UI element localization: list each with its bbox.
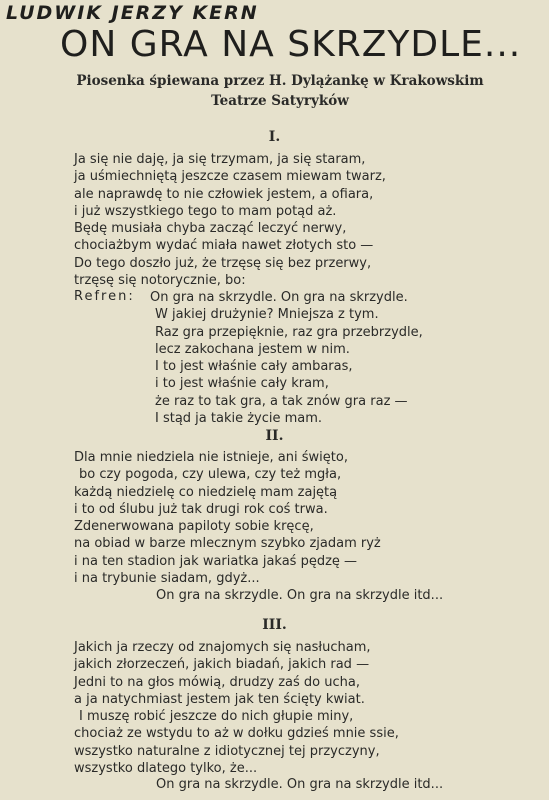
verse-line: Jedni to na głos mówią, drudzy zaś do ucha, (74, 674, 360, 690)
verse-line: chociażbym wydać miała nawet złotych sto — (74, 238, 374, 254)
refrain-line: Raz gra przepięknie, raz gra przebrzydle, (155, 324, 423, 340)
verse-line: i to od ślubu już tak drugi rok coś trwa. (74, 501, 328, 517)
stanza-1 (74, 151, 386, 289)
refrain-line: I stąd ja takie życie mam. (155, 411, 323, 427)
song-title: ON GRA NA SKRZYDLE... (60, 24, 522, 65)
verse-line: i na ten stadion jak wariatka jakaś pędzę — (74, 553, 358, 569)
verse-line: ale naprawdę to nie człowiek jestem, a ofiara, (74, 186, 374, 202)
verse-line: na obiad w barze mlecznym szybko zjadam ryż (74, 536, 381, 552)
verse-line: a ja natychmiast jestem jak ten ścięty kwiat. (74, 691, 365, 707)
section-numeral-2: II. (265, 428, 284, 444)
verse-line: wszystko dlatego tylko, że... (74, 761, 258, 777)
verse-line: Zdenerwowana papiloty sobie kręcę, (74, 519, 314, 535)
verse-line: Dla mnie niedziela nie istnieje, ani święto, (74, 450, 348, 465)
section-numeral-1: I. (268, 129, 281, 145)
verse-line: Ja się nie daję, ja się trzymam, ja się staram, (74, 152, 366, 167)
verse-line: Będę musiała chyba zacząć leczyć nerwy, (74, 221, 347, 237)
refrain-line: że raz to tak gra, a tak znów gra raz — (155, 393, 408, 409)
verse-line: i na trybunie siadam, gdyż... (74, 571, 260, 587)
verse-line: chociaż ze wstydu to aż w dołku gdzieś mnie ssie, (74, 726, 399, 742)
verse-line: I muszę robić jeszcze do nich głupie miny, (79, 709, 354, 725)
refrain-line: lecz zakochana jestem w nim. (155, 341, 350, 357)
verse-line: Jakich ja rzeczy od znajomych się nasłucham, (74, 640, 371, 655)
verse-line: ja uśmiechniętą jeszcze czasem miewam twarz, (74, 169, 386, 185)
stanza-3 (74, 639, 399, 777)
verse-line: bo czy pogoda, czy ulewa, czy też mgła, (79, 467, 342, 483)
refrain-line: On gra na skrzydle. On gra na skrzydle. (150, 290, 408, 305)
refrain-continuation: On gra na skrzydle. On gra na skrzydle itd... (156, 588, 444, 603)
verse-line: trzęsę się notorycznie, bo: (74, 273, 246, 289)
refrain-label: Refren: (74, 289, 135, 304)
verse-line: każdą niedzielę co niedzielę mam zajętą (74, 484, 338, 500)
verse-line: Do tego doszło już, że trzęsę się bez przerwy, (74, 255, 372, 271)
author-name: LUDWIK JERZY KERN (6, 2, 259, 24)
refrain-line: W jakiej drużynie? Mniejsza z tym. (155, 307, 379, 323)
refrain-line: i to jest właśnie cały kram, (155, 376, 329, 392)
verse-line: wszystko naturalne z idiotycznej tej przyczyny, (74, 743, 380, 759)
refrain-line: I to jest właśnie cały ambaras, (155, 359, 353, 375)
stanza-2 (74, 449, 381, 587)
subtitle (40, 71, 520, 111)
subtitle-line: Piosenka śpiewana przez H. Dylążankę w Krakowskim (76, 73, 484, 89)
verse-line: jakich złorzeczeń, jakich biadań, jakich rad — (74, 657, 370, 673)
refrain-stanza (150, 289, 423, 427)
subtitle-line: Teatrze Satyryków (211, 93, 349, 109)
section-numeral-3: III. (262, 617, 287, 633)
verse-line: i już wszystkiego tego to mam potąd aż. (74, 203, 337, 219)
refrain-continuation: On gra na skrzydle. On gra na skrzydle itd... (156, 777, 444, 792)
